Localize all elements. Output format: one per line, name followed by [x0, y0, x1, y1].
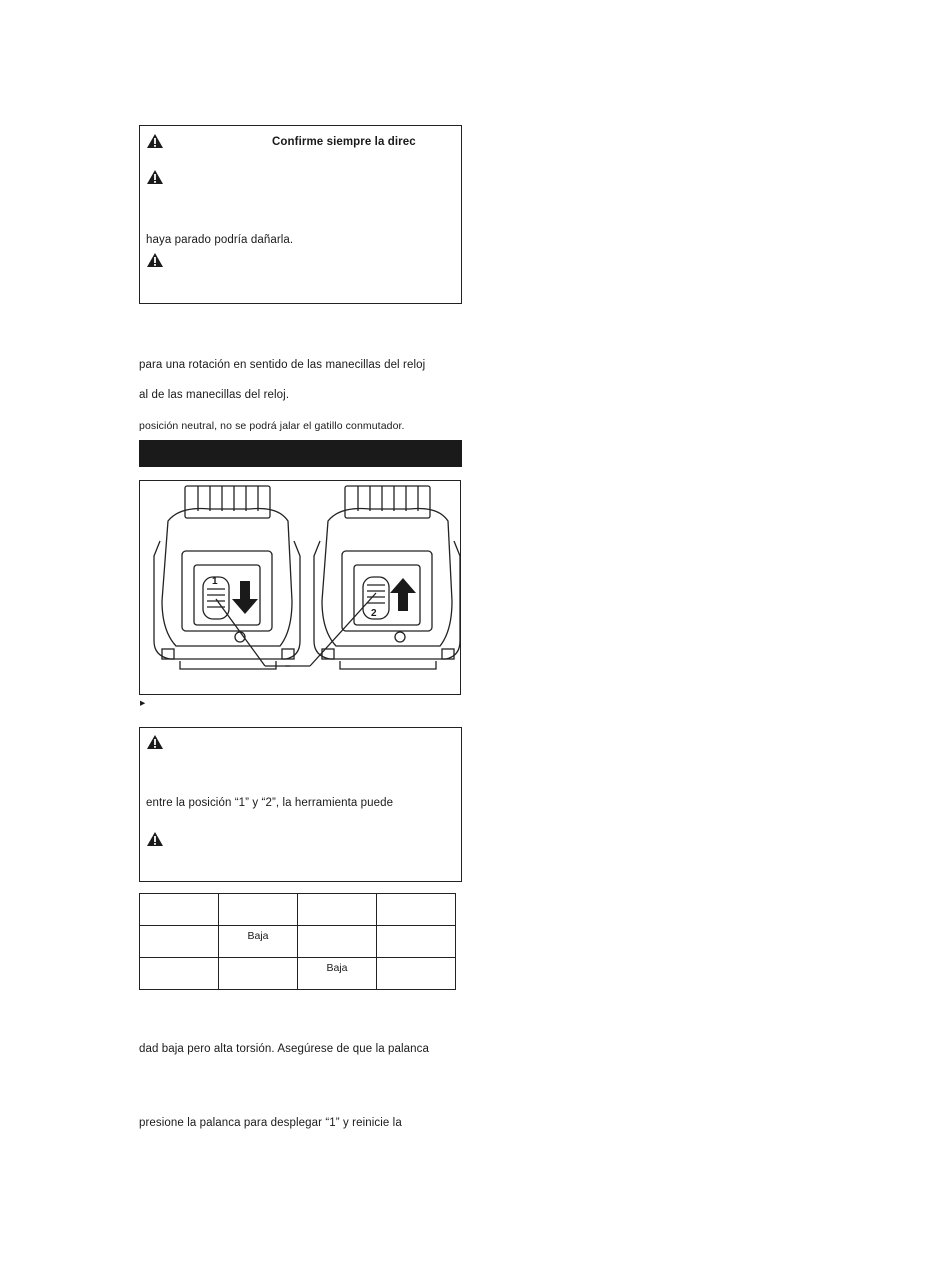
- caution-1-bold-text: Confirme siempre la direc: [272, 136, 416, 148]
- figure-marker: ▸: [140, 697, 146, 709]
- table-cell: [140, 958, 219, 990]
- table-cell: Baja: [298, 958, 377, 990]
- speed-table: [139, 893, 456, 990]
- caution-1-text: haya parado podría dañarla.: [146, 234, 294, 246]
- table-cell: [298, 926, 377, 958]
- table-cell: [377, 958, 456, 990]
- reversing-text-line-1: para una rotación en sentido de las manecillas del reloj: [139, 359, 426, 371]
- warning-icon: [146, 133, 164, 149]
- reversing-text-line-3: posición neutral, no se podrá jalar el gatillo conmutador.: [139, 420, 405, 432]
- table-cell: [377, 926, 456, 958]
- bottom-text-line-2: presione la palanca para desplegar “1” y reinicie la: [139, 1117, 402, 1129]
- right-drill: [285, 486, 460, 669]
- table-row: [140, 894, 456, 926]
- bottom-text-line-1: dad baja pero alta torsión. Asegúrese de que la palanca: [139, 1043, 430, 1055]
- table-cell: [140, 894, 219, 926]
- caution-box-1: [139, 125, 462, 304]
- table-cell: [377, 894, 456, 926]
- table-cell: [219, 958, 298, 990]
- arrow-down-icon: [232, 581, 258, 614]
- right-position-label: 2: [371, 608, 377, 619]
- warning-icon: [146, 252, 164, 268]
- table-row: [140, 926, 456, 958]
- warning-icon: [146, 734, 164, 750]
- speed-change-figure: [139, 480, 461, 695]
- warning-icon: [146, 831, 164, 847]
- warning-icon: [146, 169, 164, 185]
- reversing-text-line-2: al de las manecillas del reloj.: [139, 389, 290, 401]
- drill-illustration: [140, 481, 460, 694]
- table-row: [140, 958, 456, 990]
- left-drill: [154, 486, 300, 669]
- caution-box-2: [139, 727, 462, 882]
- caution-2-text: entre la posición “1” y “2”, la herramienta puede: [146, 797, 394, 809]
- table-cell: [298, 894, 377, 926]
- left-position-label: 1: [212, 576, 218, 587]
- table-cell: Baja: [219, 926, 298, 958]
- table-cell: [140, 926, 219, 958]
- arrow-up-icon: [390, 578, 416, 611]
- table-cell: [219, 894, 298, 926]
- section-header-bar: [139, 440, 462, 467]
